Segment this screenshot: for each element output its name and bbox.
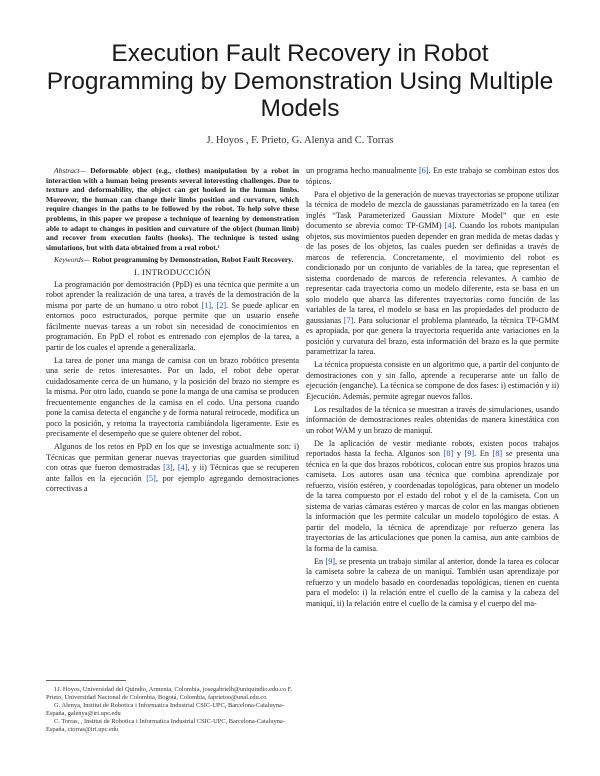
footnote: G. Alenya, Institut de Robotica i Informatica Industrial CSIC-UPC, Barcelona-Cataluyna-España, galenya@iri.upc.edu bbox=[46, 702, 285, 718]
citation-link[interactable]: [8] bbox=[492, 449, 503, 458]
text-run: , por ejemplo agregando demostraciones correctivas a bbox=[46, 473, 299, 494]
footnote: C. Torras, , Institut de Robotica i Informatica Industrial CSIC-UPC, Barcelona-Cataluyna-España, ctorras@iri.upc.edu bbox=[46, 718, 285, 734]
paragraph bbox=[306, 439, 559, 555]
citation-link[interactable]: [3] bbox=[163, 463, 173, 473]
keywords-lead: Keywords— bbox=[54, 254, 91, 264]
text-run: , y ii) Técnicas que se recuperen ante fallos en la ejecución bbox=[46, 463, 299, 483]
text-run: La técnica propuesta consiste en un algoritmo que, a partir del conjunto de demostraciones con y sin fallo, aprende a recuperarse ante un fallo de ejecución (enganche). La técnica se compone de dos fases: i) estimación y ii) Ejecución. Además, permite agregar nuevos fallos. bbox=[306, 360, 559, 401]
abstract bbox=[46, 166, 299, 252]
text-run: , bbox=[172, 463, 178, 473]
paragraph bbox=[46, 356, 299, 440]
section-heading: I. INTRODUCCIÓN bbox=[133, 266, 212, 277]
text-run: y bbox=[453, 449, 465, 458]
citation-link[interactable]: [6] bbox=[418, 166, 429, 175]
paragraph bbox=[46, 442, 299, 495]
citation-link[interactable]: [9] bbox=[464, 449, 475, 458]
paper-authors: J. Hoyos , F. Prieto, G. Alenya and C. Torras bbox=[206, 135, 394, 146]
citation-link[interactable]: [7] bbox=[343, 315, 354, 325]
text-run: un programa hecho manualmente bbox=[306, 166, 419, 175]
citation-link[interactable]: [8] bbox=[443, 449, 454, 458]
text-run: . En bbox=[474, 449, 493, 458]
footnote-rule bbox=[46, 680, 126, 681]
citation-link[interactable]: [2] bbox=[216, 300, 227, 310]
paragraph bbox=[306, 166, 559, 187]
text-run: Los resultados de la técnica se muestran a través de simulaciones, usando información de demostraciones reales obtenidas de manera kinestática con un robot WAM y un brazo de maniquí. bbox=[306, 404, 559, 435]
text-run: Algunos de los retos en PpD en los que se investiga actualmente son: i) Técnicas que permitan generar nuevas trayectorias que guarden similitud con otras que fueron demostradas bbox=[46, 442, 299, 473]
text-run: , bbox=[211, 300, 217, 310]
abstract-text: Deformable object (e.g., clothes) manipulation by a robot in interaction with a human being presents several interesting challenges. Due to texture and deformability, the object can get hooked in the human limbs. Moreover, the human can change their limbs position and curvature, which require changes in the paths to be followed by the robot. To help solve these problems, in this paper we propose a technique of learning by demonstration able to adapt to changes in position and curvature of the object (human limb) and recover from execution faults (hooks). The technique is tested using simulations, but with data obtained from a real robot.¹ bbox=[46, 166, 299, 252]
text-run: La tarea de poner una manga de camisa con un brazo robótico presenta una serie de retos interesantes. Por un lado, el robot debe operar cuidadosamente cerca de un humano, y la posición del brazo no siempre es la misma. Por otro lado, cuando se pone la manga de una camisa se producen frecuentemente enganches de la camisa en el codo. Una persona cuando pone la camisa detecta el enganche y de forma natural retrocede, modifica un poco la posición, y retoma la trayectoria cambiándola ligeramente. Este es precisamente el desempeño que se quiere obtener del robot. bbox=[46, 355, 300, 439]
citation-link[interactable]: [4] bbox=[177, 463, 188, 473]
text-run: En bbox=[314, 556, 326, 566]
text-run: De la aplicación de vestir mediante robots, existen pocos trabajos reportados hasta la fecha. Algunos son bbox=[306, 438, 559, 458]
text-run: La programación por demostración (PpD) es una técnica que permite a un robot aprender la realización de una tarea, a través de la demostración de la misma por parte de un humano u otro robot bbox=[46, 279, 299, 310]
right-column bbox=[306, 166, 559, 612]
paragraph bbox=[306, 360, 559, 402]
text-run: Para el objetivo de la generación de nuevas trayectorias se propone utilizar la técnica de modelo de mezcla de gaussianas parametrizado en la tarea (en inglés “Task Parameterized Gaussian Mixture Model” que en este documento se abrevia como: TP-GMM) bbox=[306, 189, 559, 230]
citation-link[interactable]: [4] bbox=[444, 221, 455, 230]
paragraph bbox=[306, 190, 559, 358]
paper-title: Execution Fault Recovery in Robot Programming by Demonstration Using Multiple Models bbox=[46, 40, 554, 122]
text-run: . Se puede aplicar en entornos poco estructurados, porque permite que un usuario enseñe fácilmente nuevas tareas a un robot sin necesidad de conocimientos en programación. En PpD el robot es entrenado con ejemplos de la tarea, a partir de los cuales el aprende a generalizarla. bbox=[46, 300, 299, 352]
footnote: 1J. Hoyos, Universidad del Quindío, Armenia, Colombia, josegabrielh@uniquindio.edu.co F. Prieto, Universidad Nacional de Colombia, Bogotá, Colombia, faprietoo@unal.edu.co bbox=[46, 686, 293, 702]
text-run: . Para solucionar el problema planteado, la técnica TP-GMM es apropiada, por que genera la trayectoria requerida ante variaciones en la posición y curvatura del brazo, esta información del brazo es la que permite parametrizar la tarea. bbox=[306, 315, 559, 356]
keywords bbox=[46, 255, 299, 265]
keywords-text: Robot programming by Demonstration, Robot Fault Recovery. bbox=[90, 254, 294, 264]
left-column bbox=[46, 166, 299, 497]
text-run: , se presenta un trabajo similar al anterior, donde la tarea es colocar la camiseta sobre la cabeza de un maniquí. También usan aprendizaje por refuerzo y un modelo basado en coordenadas topológicas, tienen en cuenta para el modelo: i) la relación entre el cuello de la camisa y la cabeza del maniquí, ii) la relación entre el cuello de la camisa y el cuerpo del ma- bbox=[306, 556, 559, 608]
citation-link[interactable]: [1] bbox=[201, 300, 212, 310]
text-run: se presenta una técnica en la que dos brazos robóticos, colocan entre sus propios brazos una camiseta. Los autores usan una técnica que combina aprendizaje por refuerzo, visión estéreo, y coordenadas topológicas, para obtener un modelo de la tarea compuesto por el estado del robot y el de la camiseta. Con un sistema de varias cámaras estéreo y marcas de color en las mangas obtienen la información que les permite calcular un modelo topológico de estas. A partir del modelo, la técnica de aprendizaje por refuerzo genera las trayectorias de las articulaciones que ponen la camisa, aun ante cambios de la forma de la camisa. bbox=[306, 449, 560, 553]
text-run: . En este trabajo se combinan estos dos tópicos. bbox=[306, 166, 559, 186]
citation-link[interactable]: [5] bbox=[146, 473, 156, 483]
text-run: . Cuando los robots manipulan objetos, sus movimientos pueden depender en gran medida de metas dadas y de las poses de los objetos, las cuales pueden ser definidas a través de marcos de referencia. Concretamente, el movimiento del robot es condicionado por un conjunto de variables de la tarea, que representan el sistema coordenado de marcos de referencia relevantes. A cambio de representar cada trayectoria como un modelo diferente, esta se basa en un solo modelo que abarca las diferentes trayectorias como función de las variables de la tarea, el modelo se basa en las propiedades del producto de gaussianas bbox=[306, 221, 560, 325]
paragraph bbox=[306, 405, 559, 437]
citation-link[interactable]: [9] bbox=[325, 556, 336, 566]
footnotes bbox=[46, 680, 299, 735]
abstract-lead: Abstract— bbox=[54, 166, 87, 175]
paragraph bbox=[46, 280, 299, 354]
paragraph bbox=[306, 557, 559, 610]
